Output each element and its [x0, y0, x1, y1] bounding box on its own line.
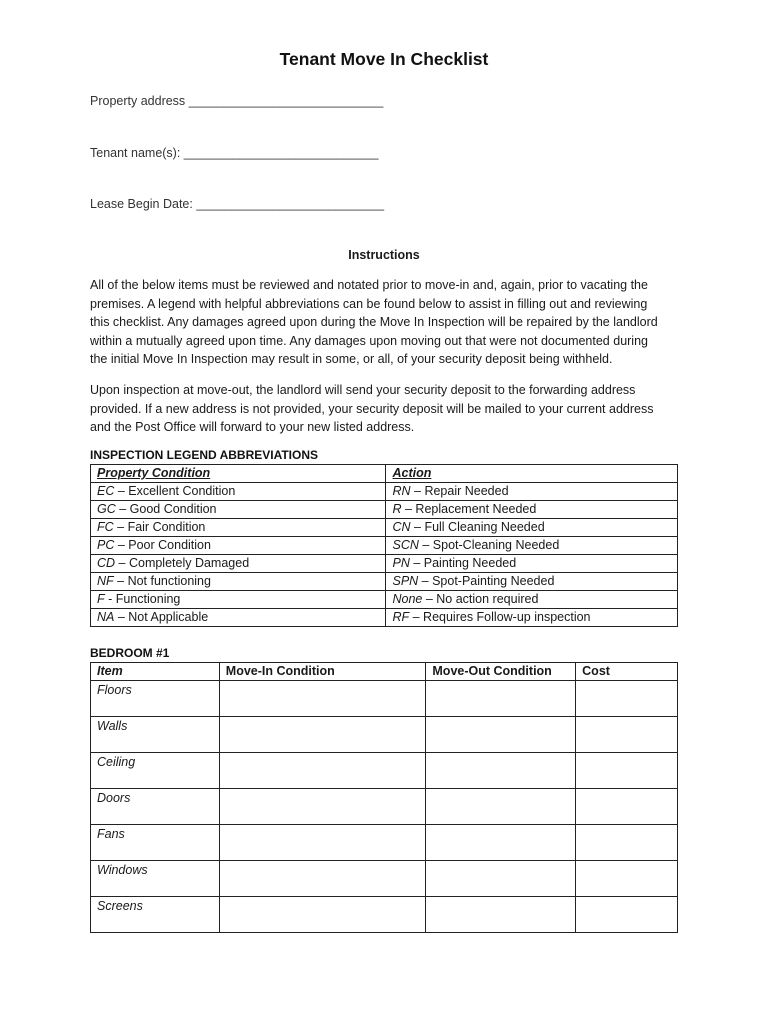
legend-col-property-condition: Property Condition — [91, 465, 386, 483]
bedroom-item-cell: Windows — [91, 861, 220, 897]
legend-condition-cell — [91, 591, 386, 609]
cost-cell[interactable] — [576, 753, 678, 789]
bedroom-heading: BEDROOM #1 — [90, 646, 170, 660]
condition-text: – Poor Condition — [114, 538, 211, 552]
cost-cell[interactable] — [576, 681, 678, 717]
instructions-heading: Instructions — [348, 248, 420, 262]
bedroom-row — [91, 753, 678, 789]
action-abbr: CN — [392, 520, 411, 534]
bedroom-row — [91, 789, 678, 825]
condition-text: – Completely Damaged — [115, 556, 250, 570]
paragraph-line: All of the below items must be reviewed and notated prior to move-in and, again, prior to vacating the — [90, 278, 648, 292]
condition-text: – Not functioning — [113, 574, 211, 588]
condition-abbr: FC — [97, 520, 114, 534]
action-abbr: PN — [392, 556, 410, 570]
cost-cell[interactable] — [576, 825, 678, 861]
action-abbr: SCN — [392, 538, 419, 552]
legend-action-cell — [386, 501, 678, 519]
paragraph-line: provided. If a new address is not provided, your security deposit will be mailed to your current address — [90, 401, 654, 416]
bedroom-col-cost: Cost — [576, 663, 678, 681]
legend-condition-cell — [91, 483, 386, 501]
move-out-condition-cell[interactable] — [426, 717, 576, 753]
cost-cell[interactable] — [576, 717, 678, 753]
legend-row — [91, 501, 678, 519]
condition-abbr: CD — [97, 556, 116, 570]
condition-abbr: EC — [97, 484, 115, 498]
legend-table — [90, 464, 678, 627]
legend-action-cell — [386, 555, 678, 573]
bedroom-item-cell: Walls — [91, 717, 220, 753]
bedroom-item-cell: Screens — [91, 897, 220, 933]
legend-row — [91, 591, 678, 609]
legend-condition-cell — [91, 537, 386, 555]
action-text: – Replacement Needed — [401, 502, 537, 516]
legend-condition-cell — [91, 501, 386, 519]
lease-begin-date-field[interactable]: Lease Begin Date: ___________________________ — [90, 197, 385, 211]
move-in-condition-cell[interactable] — [219, 681, 426, 717]
move-in-condition-cell[interactable] — [219, 717, 426, 753]
move-out-condition-cell[interactable] — [426, 789, 576, 825]
legend-col-action: Action — [386, 465, 678, 483]
condition-text: – Excellent Condition — [114, 484, 236, 498]
action-text: – Full Cleaning Needed — [410, 520, 545, 534]
action-abbr: RF — [392, 610, 410, 624]
move-out-condition-cell[interactable] — [426, 825, 576, 861]
condition-text: – Not Applicable — [114, 610, 209, 624]
move-out-condition-cell[interactable] — [426, 861, 576, 897]
move-in-condition-cell[interactable] — [219, 825, 426, 861]
legend-condition-cell — [91, 573, 386, 591]
move-in-condition-cell[interactable] — [219, 861, 426, 897]
legend-row — [91, 573, 678, 591]
legend-heading: INSPECTION LEGEND ABBREVIATIONS — [90, 448, 319, 462]
paragraph-line: the initial Move In Inspection may result in some, or all, of your security deposit being withheld. — [90, 352, 613, 367]
property-address-field[interactable]: Property address ____________________________ — [90, 94, 384, 108]
legend-action-cell — [386, 519, 678, 537]
condition-abbr: NA — [97, 610, 115, 624]
paragraph-line: and the Post Office will forward to your new listed address. — [90, 420, 415, 435]
legend-row — [91, 609, 678, 627]
action-text: – Repair Needed — [410, 484, 509, 498]
bedroom-item-cell: Fans — [91, 825, 220, 861]
legend-action-cell — [386, 573, 678, 591]
legend-condition-cell — [91, 519, 386, 537]
bedroom-row — [91, 861, 678, 897]
legend-action-cell — [386, 537, 678, 555]
action-abbr: SPN — [392, 574, 419, 588]
bedroom-row — [91, 717, 678, 753]
bedroom-item-cell: Ceiling — [91, 753, 220, 789]
bedroom-header-row — [91, 663, 678, 681]
legend-condition-cell — [91, 609, 386, 627]
condition-abbr: NF — [97, 574, 114, 588]
bedroom-row — [91, 681, 678, 717]
bedroom-col-item: Item — [91, 663, 220, 681]
page-title: Tenant Move In Checklist — [279, 49, 489, 69]
instructions-paragraph-2 — [90, 381, 680, 437]
legend-row — [91, 483, 678, 501]
move-in-condition-cell[interactable] — [219, 897, 426, 933]
action-abbr: None — [392, 592, 423, 606]
bedroom-row — [91, 897, 678, 933]
action-text: – Spot-Painting Needed — [418, 574, 555, 588]
instructions-paragraph-1 — [90, 276, 680, 369]
legend-row — [91, 537, 678, 555]
move-in-condition-cell[interactable] — [219, 789, 426, 825]
tenant-names-field[interactable]: Tenant name(s): ____________________________ — [90, 146, 379, 160]
move-out-condition-cell[interactable] — [426, 897, 576, 933]
bedroom-col-move-out: Move-Out Condition — [426, 663, 576, 681]
condition-abbr: PC — [97, 538, 115, 552]
cost-cell[interactable] — [576, 861, 678, 897]
bedroom-table — [90, 662, 678, 933]
condition-abbr: GC — [97, 502, 116, 516]
legend-action-cell — [386, 591, 678, 609]
bedroom-col-move-in: Move-In Condition — [219, 663, 426, 681]
legend-header-row — [91, 465, 678, 483]
condition-text: – Fair Condition — [113, 520, 206, 534]
condition-text: – Good Condition — [115, 502, 217, 516]
legend-action-cell — [386, 483, 678, 501]
move-in-condition-cell[interactable] — [219, 753, 426, 789]
bedroom-row — [91, 825, 678, 861]
move-out-condition-cell[interactable] — [426, 753, 576, 789]
cost-cell[interactable] — [576, 789, 678, 825]
paragraph-line: within a mutually agreed upon time. Any damages upon moving out that were not documented during — [90, 333, 648, 348]
move-out-condition-cell[interactable] — [426, 681, 576, 717]
bedroom-item-cell: Floors — [91, 681, 220, 717]
legend-row — [91, 519, 678, 537]
legend-condition-cell — [91, 555, 386, 573]
condition-abbr: F — [97, 592, 105, 606]
action-text: – Requires Follow-up inspection — [409, 610, 591, 624]
condition-text: - Functioning — [104, 592, 181, 606]
legend-action-cell — [386, 609, 678, 627]
bedroom-item-cell: Doors — [91, 789, 220, 825]
paragraph-line: Upon inspection at move-out, the landlord will send your security deposit to the forwarding address — [90, 383, 636, 397]
action-text: – Painting Needed — [409, 556, 517, 570]
action-text: – No action required — [422, 592, 539, 606]
action-abbr: RN — [392, 484, 411, 498]
paragraph-line: this checklist. Any damages agreed upon during the Move In Inspection will be repaired by the landlord — [90, 315, 658, 330]
cost-cell[interactable] — [576, 897, 678, 933]
legend-row — [91, 555, 678, 573]
action-text: – Spot-Cleaning Needed — [418, 538, 560, 552]
paragraph-line: premises. A legend with helpful abbreviations can be found below to assist in filling out and reviewing — [90, 296, 648, 311]
action-abbr: R — [392, 502, 402, 516]
